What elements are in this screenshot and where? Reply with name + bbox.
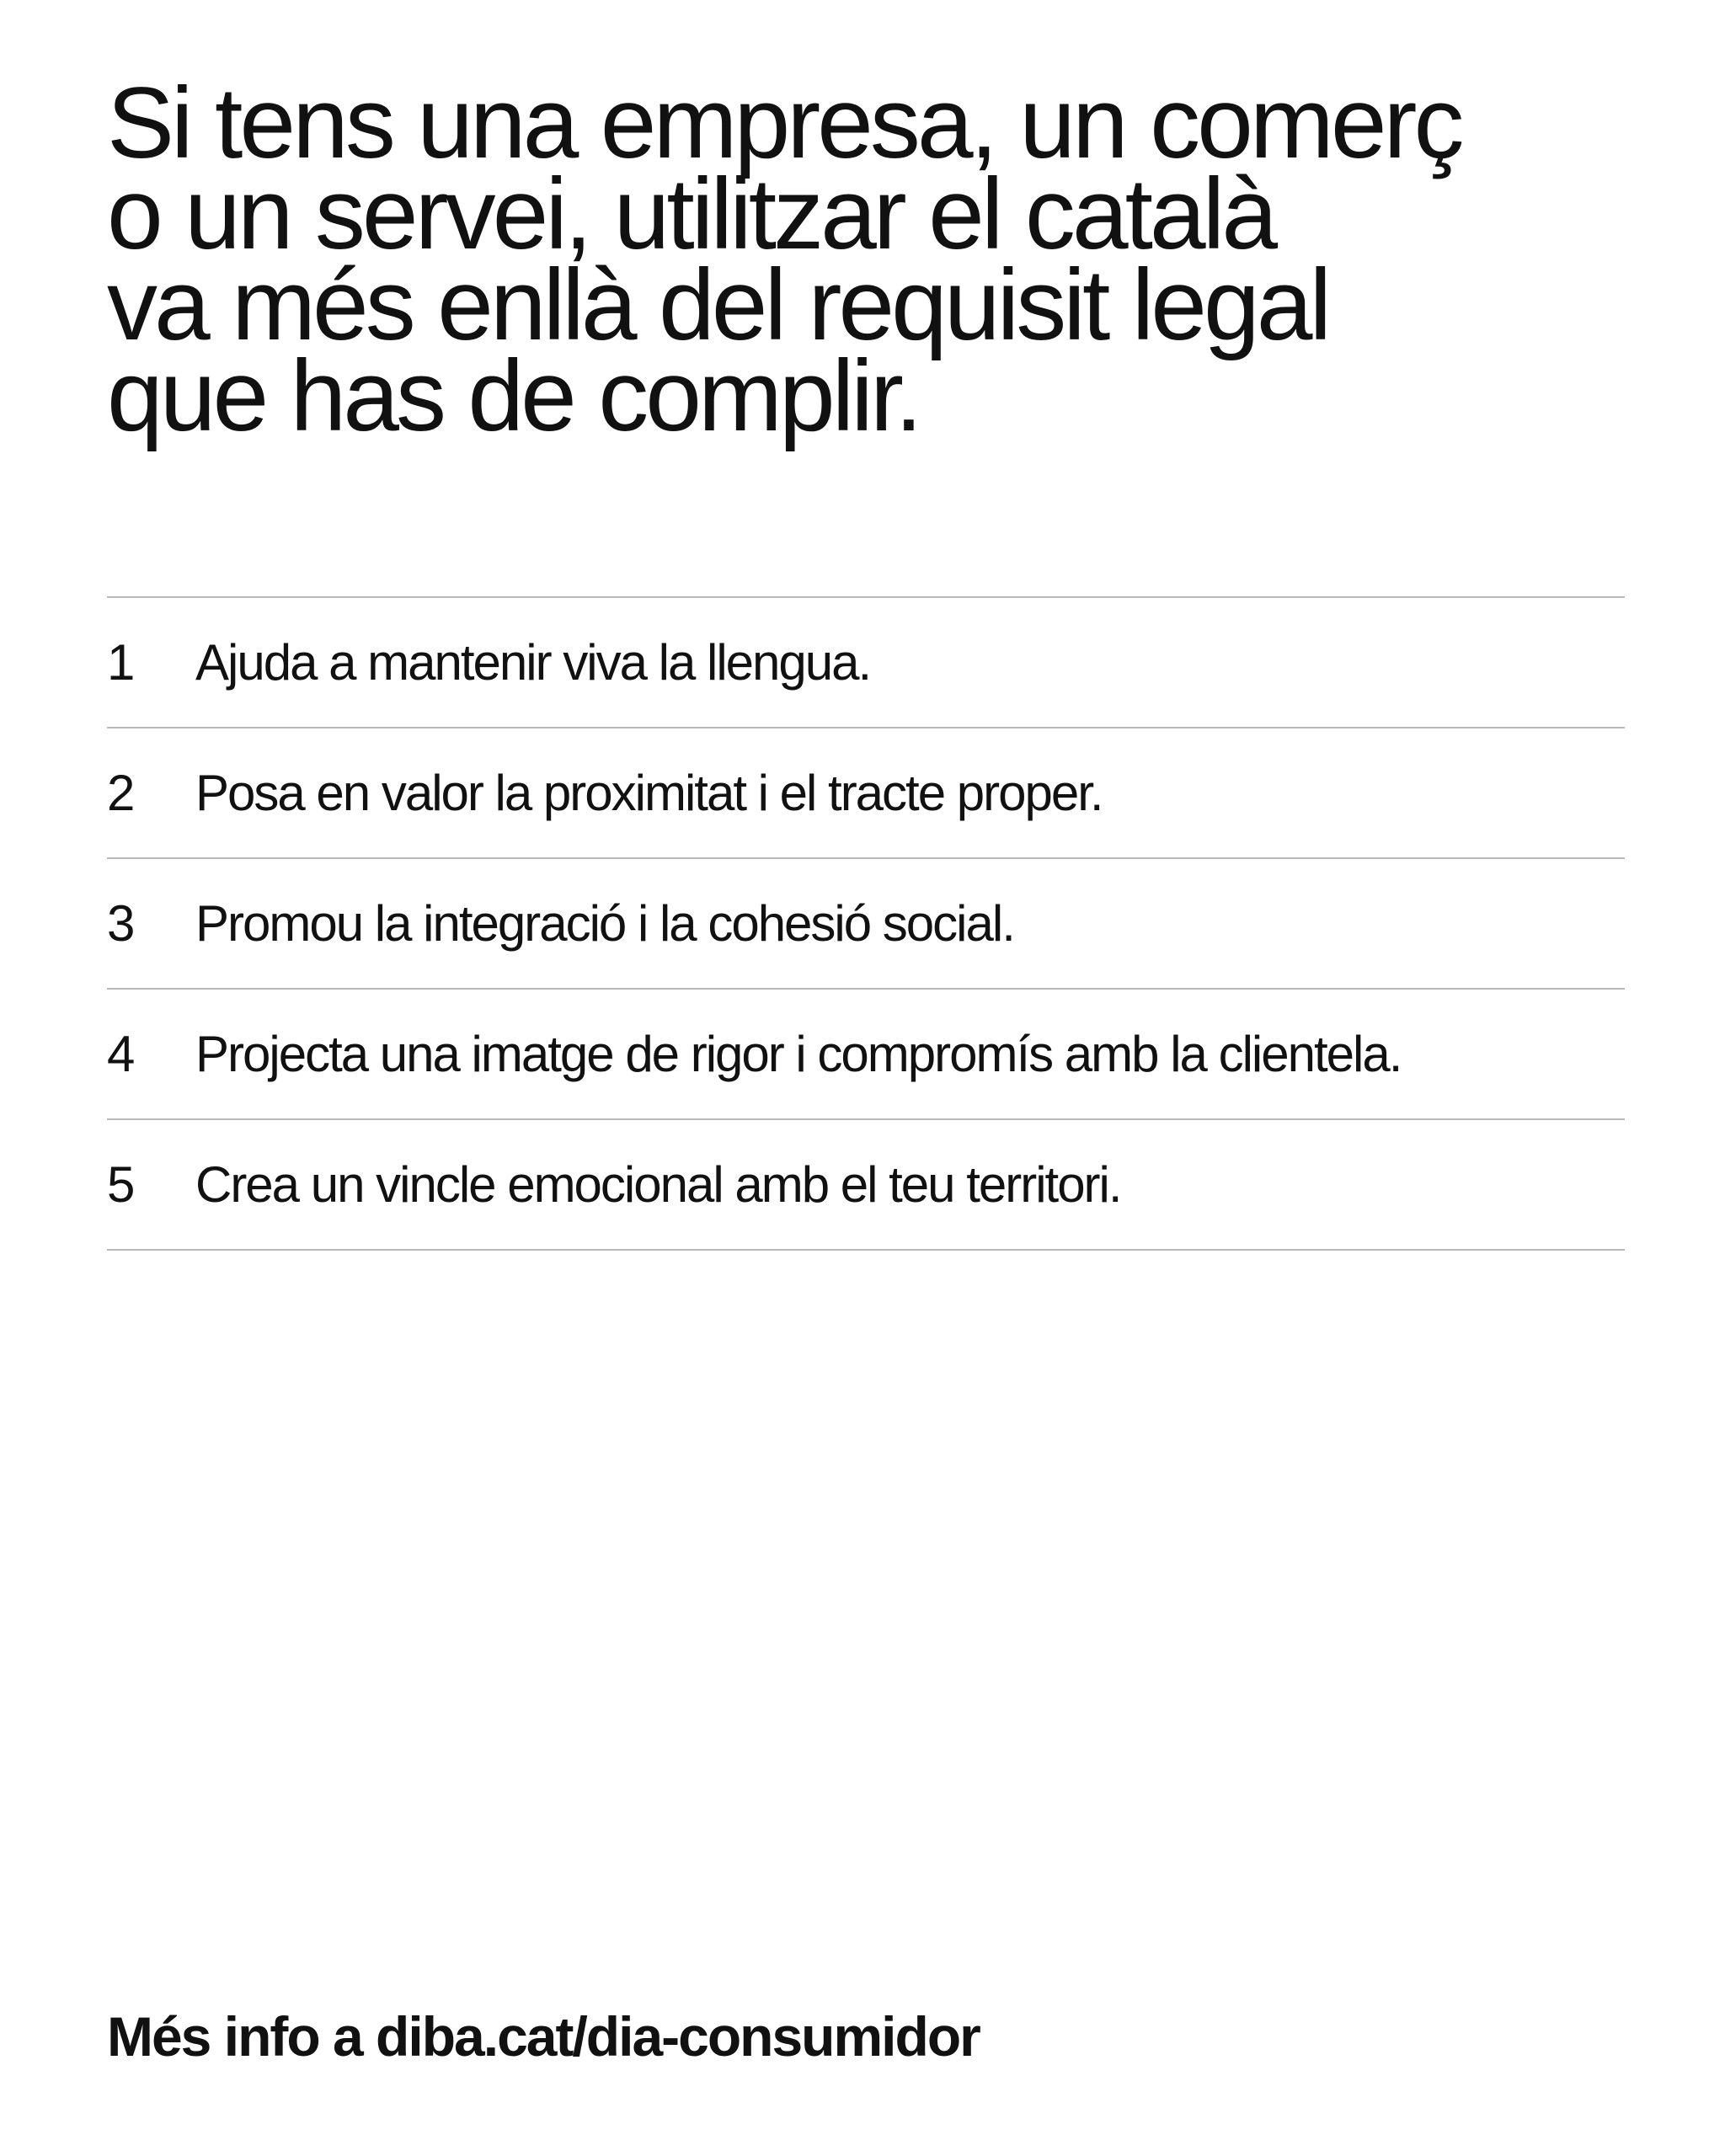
item-text: Crea un vincle emocional amb el teu territori.	[195, 1156, 1121, 1213]
headline	[107, 67, 1623, 452]
headline-line: va més enllà del requisit legal	[107, 248, 1329, 361]
list-item	[107, 728, 1625, 859]
benefits-list	[107, 596, 1625, 1251]
list-item	[107, 990, 1625, 1120]
list-item	[107, 598, 1625, 728]
headline-line: Si tens una empresa, un comerç	[107, 67, 1461, 179]
item-text: Projecta una imatge de rigor i compromís amb la clientela.	[195, 1026, 1402, 1082]
list-item	[107, 859, 1625, 990]
list-item	[107, 1120, 1625, 1251]
headline-line: o un servei, utilitzar el català	[107, 157, 1275, 270]
item-text: Ajuda a mantenir viva la llengua.	[195, 634, 871, 691]
item-number: 5	[107, 1156, 135, 1213]
footer-more-info: Més info a diba.cat/dia-consumidor	[107, 2005, 980, 2068]
headline-line: que has de complir.	[107, 339, 920, 452]
item-number: 2	[107, 765, 135, 821]
item-number: 4	[107, 1026, 135, 1082]
item-number: 3	[107, 895, 135, 952]
item-text: Promou la integració i la cohesió social.	[195, 895, 1014, 952]
item-number: 1	[107, 634, 135, 691]
item-text: Posa en valor la proximitat i el tracte proper.	[195, 765, 1103, 821]
